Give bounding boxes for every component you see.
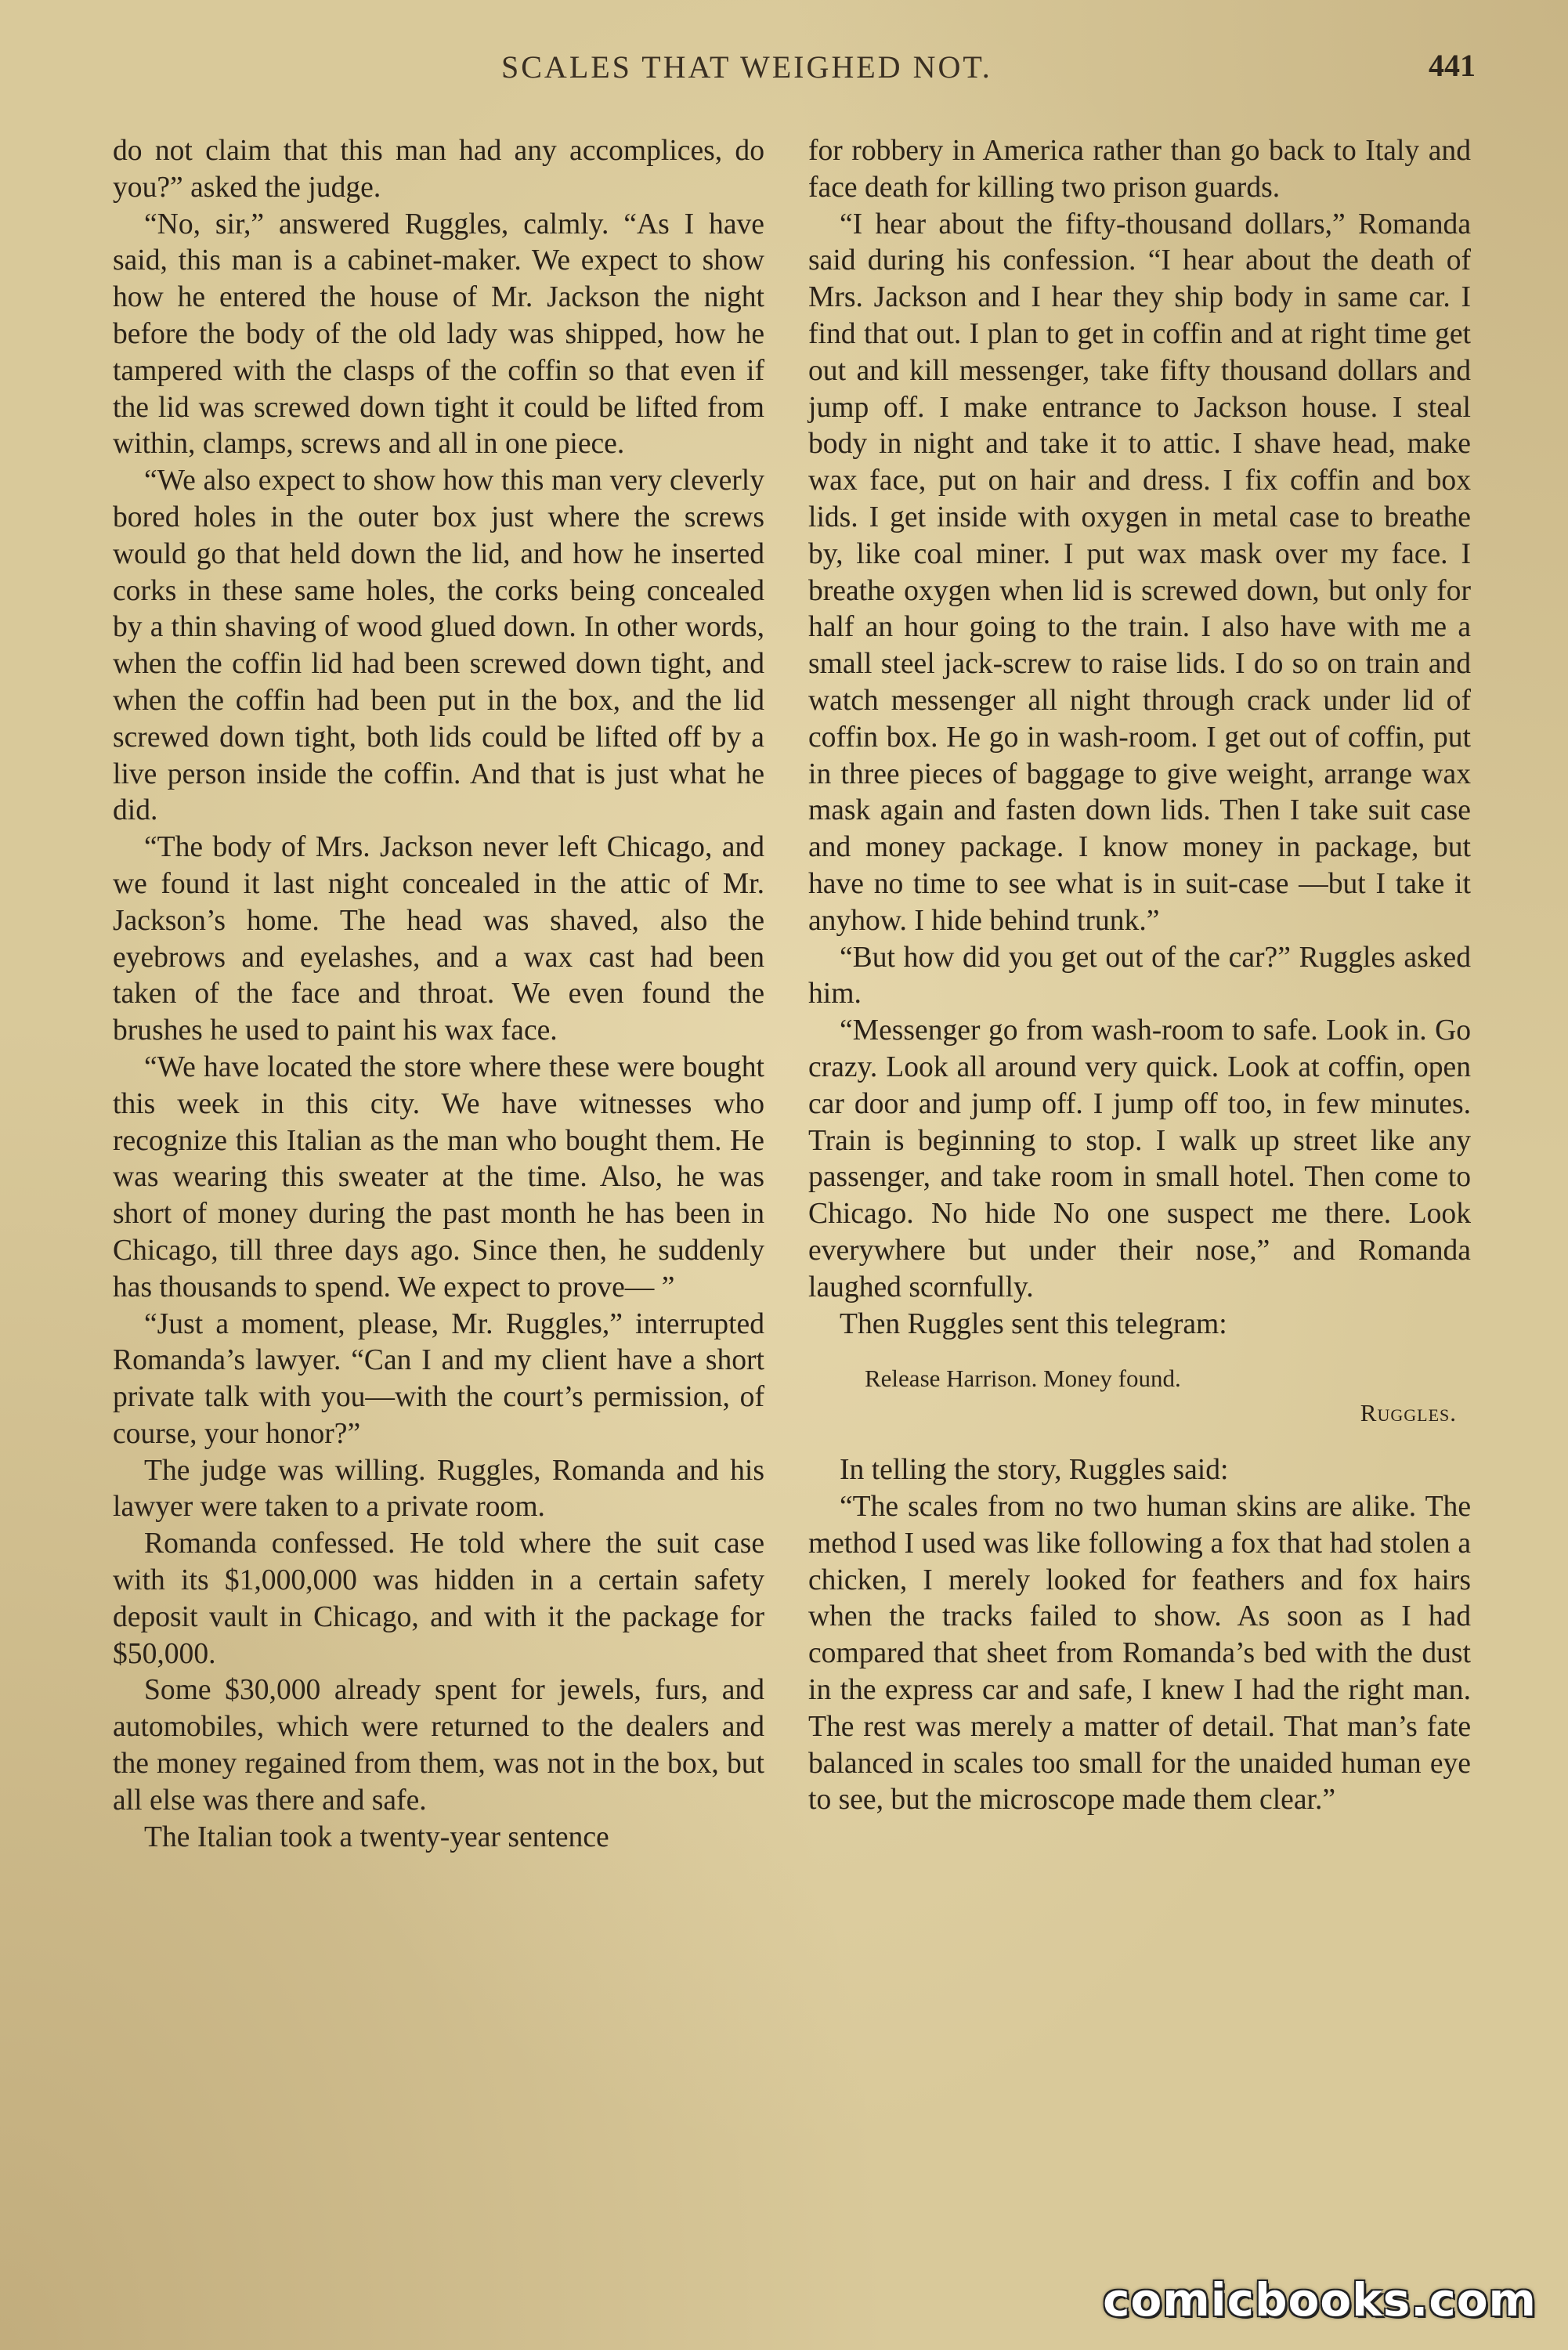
paragraph: Then Ruggles sent this telegram:	[840, 1307, 1227, 1340]
paragraph: “We also expect to show how this man very cleverly bored holes in the outer box just where the screws would go that held down the lid, and how he inserted corks in these same holes, the corks being concealed by a thin shaving of wood glued down. In other words, when the coffin lid had been screwed down tight, and when the coffin had been put in the box, and the lid screwed down tight, both lids could be lifted off by a live person inside the coffin. And that is just what he did.	[113, 465, 764, 827]
telegram	[808, 1361, 1471, 1430]
page-number: 441	[1429, 48, 1476, 83]
telegram-text: Release Harrison. Money found.	[865, 1365, 1181, 1393]
paragraph: “The body of Mrs. Jackson never left Chicago, and we found it last night concealed in the attic of Mr. Jackson’s home. The head was shaved, also the eyebrows and eyelashes, and a wax cast had been taken of the face and throat. We even found the brushes he used to paint his wax face.	[113, 831, 764, 1047]
paragraph: “No, sir,” answered Ruggles, calmly. “As I have said, this man is a cabinet-maker. We expect to show how he entered the house of Mr. Jackson the night before the body of the old lady was shipped, how he tampered with the clasps of the coffin so that even if the lid was screwed down tight it could be lifted from within, clamps, screws and all in one piece.	[113, 208, 764, 461]
paragraph: The judge was willing. Ruggles, Romanda and his lawyer were taken to a private room.	[113, 1454, 764, 1524]
paragraph: “The scales from no two human skins are alike. The method I used was like following a fox that had stolen a chicken, I merely looked for feathers and fox hairs when the tracks failed to show. As soon as I had compared that sheet from Romanda’s bed with the dust in the express car and safe, I knew I had the right man. The rest was merely a matter of detail. That man’s fate balanced in scales too small for the unaided human eye to see, but the microscope made them clear.”	[808, 1491, 1471, 1817]
paragraph: Some $30,000 already spent for jewels, furs, and automobiles, which were returned to the dealers and the money regained from them, was not in the box, but all else was there and safe.	[113, 1674, 764, 1817]
left-column	[113, 133, 764, 1856]
paragraph: “Just a moment, please, Mr. Ruggles,” interrupted Romanda’s lawyer. “Can I and my client have a short private talk with you—with the court’s permission, of course, your honor?”	[113, 1307, 764, 1450]
paragraph: “Messenger go from wash-room to safe. Look in. Go crazy. Look all around very quick. Look at coffin, open car door and jump off. I jump off too, in few minutes. Train is beginning to stop. I walk up street like any passenger, and take room in small hotel. Then come to Chicago. No hide No one suspect me there. Look everywhere but under their nose,” and Romanda laughed scornfully.	[808, 1014, 1471, 1303]
paragraph: “But how did you get out of the car?” Ruggles asked him.	[808, 941, 1471, 1010]
paragraph: In telling the story, Ruggles said:	[840, 1454, 1229, 1487]
paragraph: “I hear about the fifty-thousand dollars,” Romanda said during his confession. “I hear about the death of Mrs. Jackson and I hear they ship body in same car. I find that out. I plan to get in coffin and at right time get out and kill messenger, take fifty thousand dollars and jump off. I make entrance to Jackson house. I steal body in night and take it to attic. I shave head, make wax face, put on hair and dress. I fix coffin and box lids. I get inside with oxygen in metal case to breathe by, like coal miner. I put wax mask over my face. I breathe oxygen when lid is screwed down, but only for half an hour going to the train. I also have with me a small steel jack-screw to raise lids. I do so on train and watch messenger all night through crack under lid of coffin box. He go in wash-room. I get out of coffin, put in three pieces of baggage to give weight, arrange wax mask again and fasten down lids. Then I take suit case and money package. I know money in package, but have no time to see what is in suit-case —but I take it anyhow. I hide behind trunk.”	[808, 208, 1471, 937]
right-column	[808, 133, 1471, 1819]
paragraph: for robbery in America rather than go back to Italy and face death for killing two prison guards.	[808, 135, 1471, 204]
paragraph: “We have located the store where these were bought this week in this city. We have witnesses who recognize this Italian as the man who bought them. He was wearing this sweater at the time. Also, he was short of money during the past month he has been in Chicago, till three days ago. Since then, he suddenly has thousands to spend. We expect to prove— ”	[113, 1050, 764, 1303]
page-header	[0, 49, 1568, 103]
running-head: SCALES THAT WEIGHED NOT.	[501, 49, 992, 85]
paragraph: The Italian took a twenty-year sentence	[144, 1820, 609, 1853]
telegram-signature: Ruggles.	[1360, 1399, 1457, 1427]
paragraph: Romanda confessed. He told where the suit case with its $1,000,000 was hidden in a certain safety deposit vault in Chicago, and with it the package for $50,000.	[113, 1528, 764, 1670]
paragraph: do not claim that this man had any accomplices, do you?” asked the judge.	[113, 135, 764, 204]
watermark-logo: comicbooks.com	[1103, 2273, 1537, 2326]
